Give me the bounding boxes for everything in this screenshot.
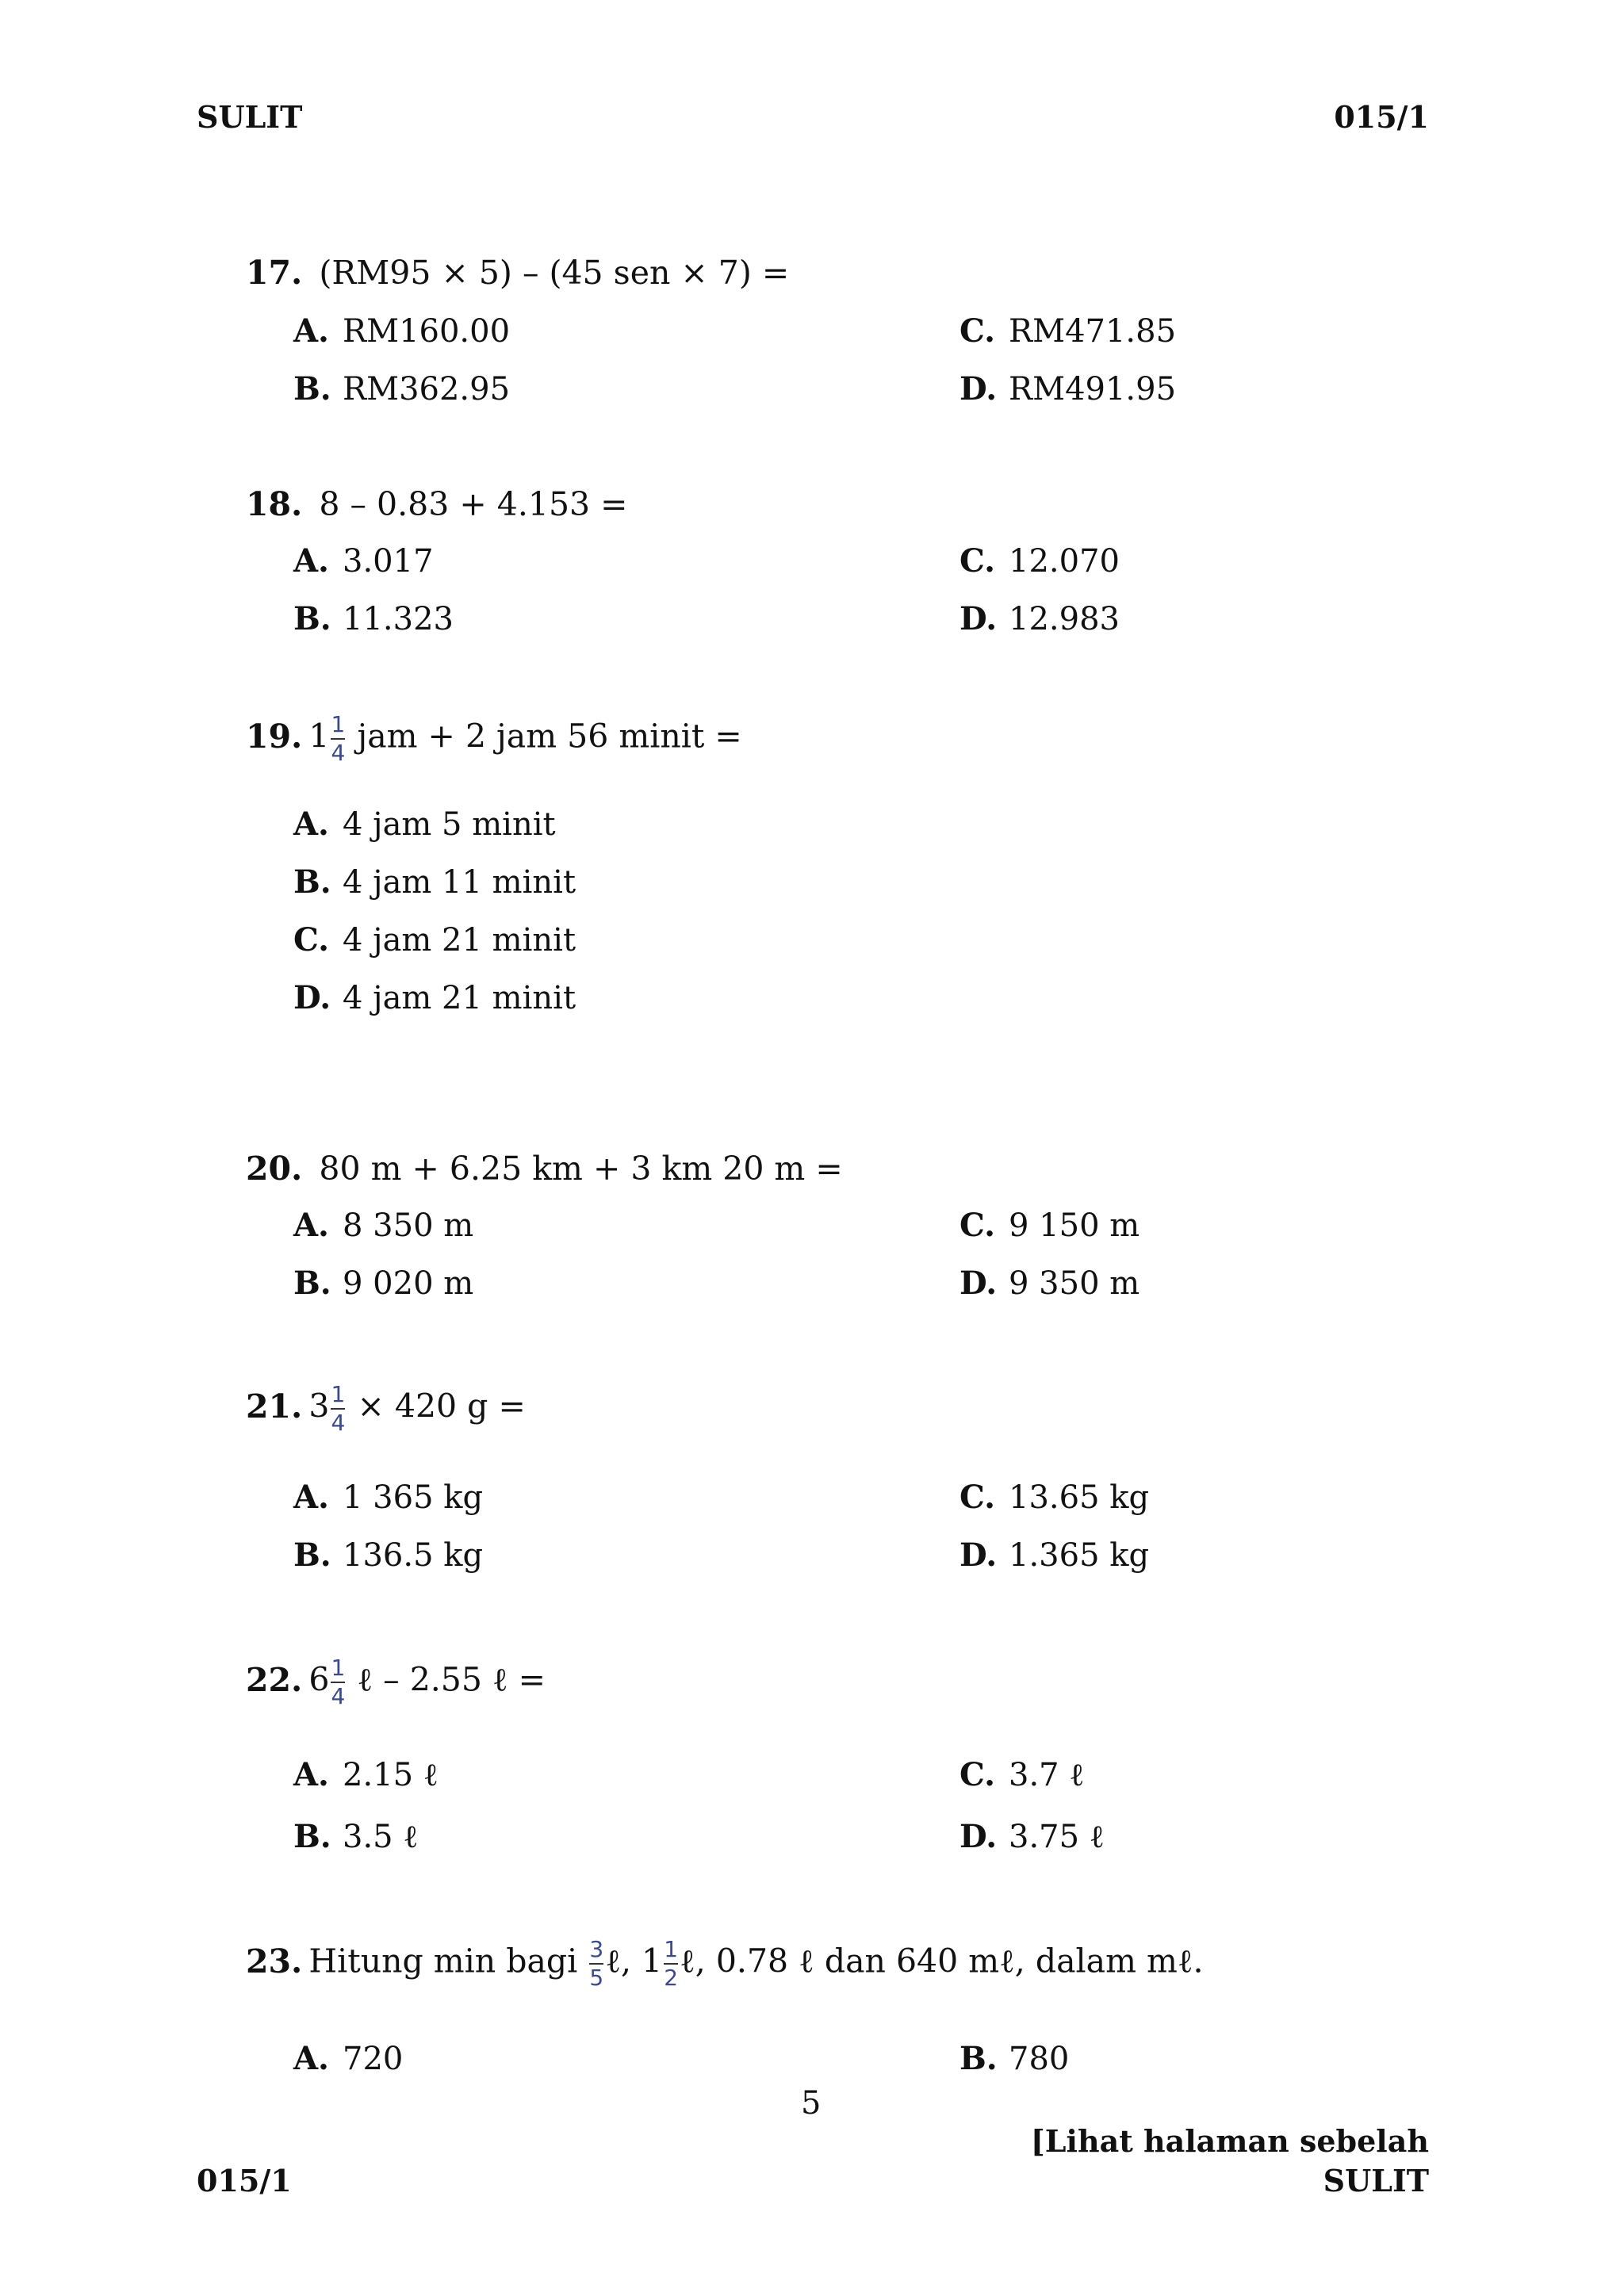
question-number: 18. — [246, 485, 303, 523]
footer-right: SULIT — [1323, 2163, 1429, 2198]
question-18 — [246, 485, 628, 523]
question-number: 17. — [246, 254, 303, 292]
option-d: D. RM491.95 — [959, 370, 1177, 408]
question-text: (RM95 × 5) – (45 sen × 7) = — [319, 254, 790, 292]
fraction: $\frac{3}{5}$ — [589, 1936, 604, 1991]
option-c: C. 4 jam 21 minit — [293, 921, 576, 959]
question-number: 22. — [246, 1660, 303, 1699]
question-text: ℓ – 2.55 ℓ = — [357, 1660, 546, 1699]
mixed-number-whole: 1 — [308, 717, 330, 756]
footer-left: 015/1 — [197, 2163, 292, 2198]
header-left: SULIT — [197, 99, 303, 135]
option-c: C. 3.7 ℓ — [959, 1756, 1085, 1793]
option-b: B. 11.323 — [293, 600, 454, 637]
option-a: A. RM160.00 — [293, 312, 511, 350]
option-a: A. 1 365 kg — [293, 1479, 484, 1516]
option-d: D. 9 350 m — [959, 1265, 1140, 1302]
option-c: C. 13.65 kg — [959, 1479, 1150, 1516]
question-text: 8 – 0.83 + 4.153 = — [319, 485, 628, 523]
option-b: B. 3.5 ℓ — [293, 1818, 419, 1855]
mixed-number-whole: 1 — [642, 1942, 663, 1980]
fraction: $\frac{1}{4}$ — [331, 1655, 346, 1709]
option-a: A. 720 — [293, 2040, 404, 2077]
question-17 — [246, 254, 789, 292]
question-number: 21. — [246, 1387, 303, 1425]
question-23 — [246, 1938, 1204, 1989]
option-a: A. 4 jam 5 minit — [293, 806, 556, 843]
question-text: × 420 g = — [357, 1387, 526, 1425]
question-text: 80 m + 6.25 km + 3 km 20 m = — [319, 1150, 843, 1188]
option-c: C. RM471.85 — [959, 312, 1177, 350]
header-right: 015/1 — [1334, 99, 1429, 135]
option-d: D. 12.983 — [959, 600, 1120, 637]
mixed-number-whole: 6 — [308, 1660, 330, 1699]
question-19 — [246, 711, 742, 766]
option-a: A. 2.15 ℓ — [293, 1756, 439, 1793]
mixed-number-whole: 3 — [308, 1387, 330, 1425]
option-a: A. 3.017 — [293, 542, 434, 580]
option-c: C. 12.070 — [959, 542, 1120, 580]
option-c: C. 9 150 m — [959, 1207, 1140, 1244]
option-b: B. 136.5 kg — [293, 1536, 484, 1574]
question-22 — [246, 1657, 546, 1708]
fraction: $\frac{1}{4}$ — [331, 711, 346, 766]
option-a: A. 8 350 m — [293, 1207, 474, 1244]
option-b: B. 4 jam 11 minit — [293, 863, 576, 901]
question-20 — [246, 1150, 843, 1188]
option-b: B. 780 — [959, 2040, 1070, 2077]
option-d: D. 3.75 ℓ — [959, 1818, 1105, 1855]
question-prefix: Hitung min bagi — [308, 1942, 578, 1980]
separator: ℓ, — [605, 1942, 631, 1980]
option-b: B. RM362.95 — [293, 370, 511, 408]
question-number: 23. — [246, 1942, 303, 1980]
footer-next-page: [Lihat halaman sebelah — [1030, 2123, 1429, 2159]
option-b: B. 9 020 m — [293, 1265, 474, 1302]
question-21 — [246, 1383, 526, 1434]
question-number: 20. — [246, 1150, 303, 1188]
question-number: 19. — [246, 717, 303, 756]
question-text: jam + 2 jam 56 minit = — [357, 717, 742, 756]
fraction: $\frac{1}{2}$ — [664, 1936, 679, 1991]
question-text: ℓ, 0.78 ℓ dan 640 mℓ, dalam mℓ. — [680, 1942, 1204, 1980]
page-number: 5 — [801, 2085, 822, 2122]
option-d: D. 1.365 kg — [959, 1536, 1150, 1574]
fraction: $\frac{1}{4}$ — [331, 1381, 346, 1436]
option-d: D. 4 jam 21 minit — [293, 979, 576, 1016]
